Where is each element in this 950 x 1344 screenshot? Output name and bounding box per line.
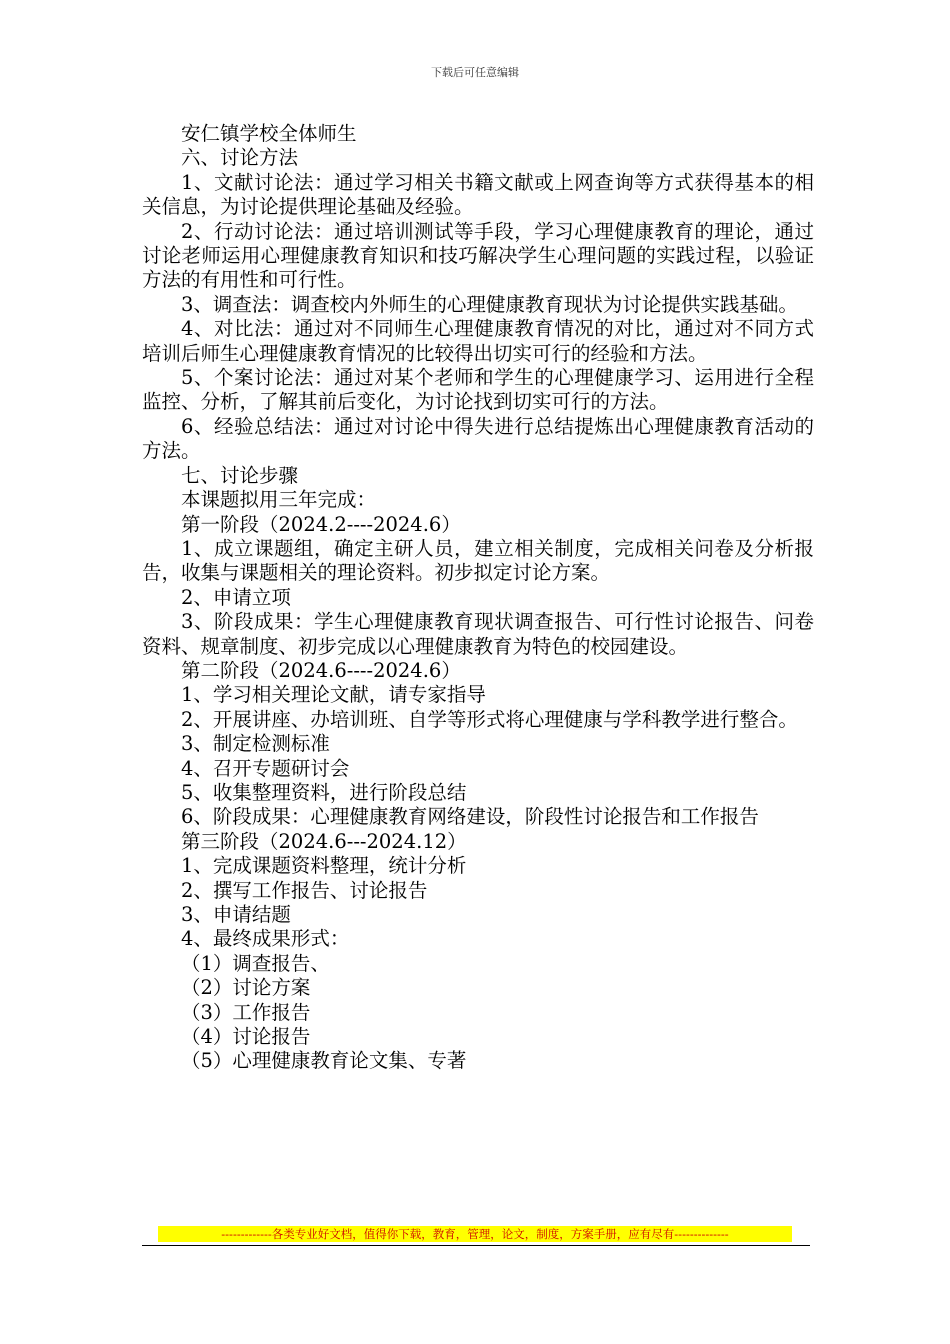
document-body (142, 122, 814, 1074)
paragraph-phase-two-item: 1、学习相关理论文献，请专家指导 (181, 683, 486, 707)
paragraph-method-literature: 1、文献讨论法：通过学习相关书籍文献或上网查询等方式获得基本的相关信息，为讨论提供理论基础及经验。 (142, 170, 814, 219)
paragraph-phase-two-item: 5、收集整理资料，进行阶段总结 (181, 780, 467, 804)
paragraph-phase-three-item: 4、最终成果形式： (181, 927, 350, 951)
list-item-outcome: （4）讨论报告 (181, 1025, 311, 1049)
heading-phase-three: 第三阶段（2024.6---2024.12） (181, 829, 467, 853)
list-item-outcome: （3）工作报告 (181, 1000, 311, 1024)
paragraph-method-survey: 3、调查法：调查校内外师生的心理健康教育现状为讨论提供实践基础。 (181, 292, 798, 316)
heading-steps: 七、讨论步骤 (181, 463, 299, 487)
footer-divider (142, 1245, 810, 1246)
list-item-outcome: （2）讨论方案 (181, 976, 311, 1000)
paragraph-method-comparison: 4、对比法：通过对不同师生心理健康教育情况的对比，通过对不同方式培训后师生心理健康教育情况的比较得出切实可行的经验和方法。 (142, 317, 814, 365)
footer-banner: -------------各类专业好文档，值得你下载，教育，管理，论文，制度，方案手册，应有尽有-------------- (158, 1226, 792, 1242)
list-item-outcome: （1）调查报告、 (181, 951, 330, 975)
paragraph-phase-three-item: 1、完成课题资料整理，统计分析 (181, 854, 467, 878)
paragraph-phase-two-item: 2、开展讲座、办培训班、自学等形式将心理健康与学科教学进行整合。 (181, 707, 798, 731)
paragraph-phase-one-item: 1、成立课题组，确定主研人员，建立相关制度，完成相关问卷及分析报告，收集与课题相关的理论资料。初步拟定讨论方案。 (142, 536, 814, 585)
paragraph-phase-two-item: 4、召开专题研讨会 (181, 756, 350, 780)
page-header-note: 下载后可任意编辑 (431, 66, 519, 79)
heading-phase-two: 第二阶段（2024.6----2024.6） (181, 658, 461, 682)
heading-methods: 六、讨论方法 (181, 146, 299, 170)
paragraph-plan: 本课题拟用三年完成： (181, 488, 377, 512)
paragraph-audience: 安仁镇学校全体师生 (181, 122, 357, 145)
paragraph-phase-one-item: 3、阶段成果：学生心理健康教育现状调查报告、可行性讨论报告、问卷资料、规章制度、初步完成以心理健康教育为特色的校园建设。 (142, 610, 814, 658)
paragraph-phase-two-item: 3、制定检测标准 (181, 732, 330, 756)
heading-phase-one: 第一阶段（2024.2----2024.6） (181, 512, 461, 536)
paragraph-method-action: 2、行动讨论法：通过培训测试等手段，学习心理健康教育的理论，通过讨论老师运用心理健康教育知识和技巧解决学生心理问题的实践过程，以验证方法的有用性和可行性。 (142, 219, 814, 292)
paragraph-method-case: 5、个案讨论法：通过对某个老师和学生的心理健康学习、运用进行全程监控、分析，了解其前后变化，为讨论找到切实可行的方法。 (142, 366, 814, 414)
paragraph-method-experience: 6、经验总结法：通过对讨论中得失进行总结提炼出心理健康教育活动的方法。 (142, 414, 814, 463)
paragraph-phase-two-item: 6、阶段成果：心理健康教育网络建设，阶段性讨论报告和工作报告 (181, 805, 759, 829)
paragraph-phase-three-item: 2、撰写工作报告、讨论报告 (181, 878, 428, 902)
paragraph-phase-one-item: 2、申请立项 (181, 585, 291, 609)
list-item-outcome: （5）心理健康教育论文集、专著 (181, 1049, 467, 1073)
paragraph-phase-three-item: 3、申请结题 (181, 903, 291, 926)
